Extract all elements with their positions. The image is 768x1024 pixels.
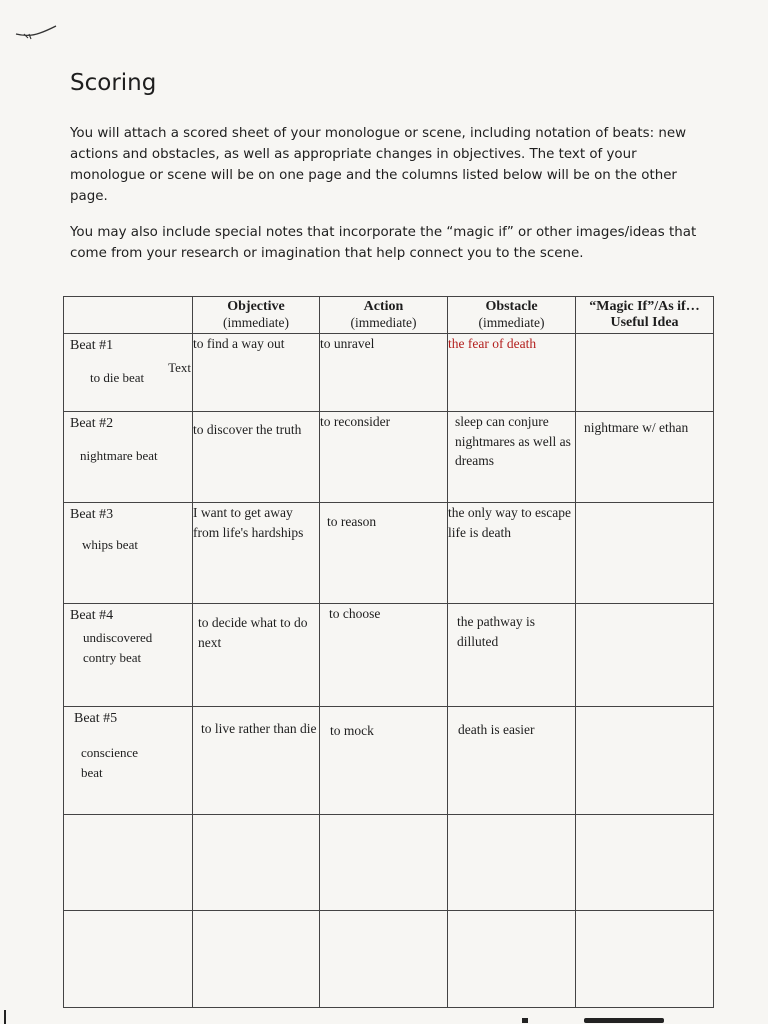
objective-cell: to discover the truth	[193, 412, 320, 503]
scoring-table	[63, 296, 714, 1008]
table-row	[64, 911, 714, 1008]
beat-label: Beat #1	[70, 338, 114, 353]
objective-cell: to decide what to do next	[193, 604, 320, 707]
pen-scribble-mark	[14, 22, 58, 44]
empty-cell	[193, 815, 320, 911]
scan-edge-mark	[4, 1010, 6, 1024]
beat-name: undiscovered contry beat	[83, 630, 153, 665]
magic-if-cell	[576, 604, 714, 707]
objective-cell: to live rather than die	[193, 707, 320, 815]
header-obstacle: Obstacle (immediate)	[448, 297, 576, 334]
beat-cell	[64, 604, 193, 707]
obstacle-cell: the only way to escape life is death	[448, 503, 576, 604]
beat-label: Beat #4	[70, 608, 114, 623]
empty-cell	[448, 815, 576, 911]
obstacle-cell: the fear of death	[448, 334, 576, 412]
beat-cell	[64, 412, 193, 503]
table-row	[64, 815, 714, 911]
empty-cell	[576, 911, 714, 1008]
header-beat	[64, 297, 193, 334]
header-magic-if: “Magic If”/As if… Useful Idea	[576, 297, 714, 334]
beat-label: Beat #2	[70, 416, 114, 431]
empty-cell	[448, 911, 576, 1008]
beat-cell	[64, 707, 193, 815]
scan-edge-mark	[584, 1018, 664, 1023]
magic-if-cell: nightmare w/ ethan	[576, 412, 714, 503]
table-row	[64, 503, 714, 604]
magic-if-cell	[576, 503, 714, 604]
magic-if-cell	[576, 334, 714, 412]
objective-cell: I want to get away from life's hardships	[193, 503, 320, 604]
action-cell: to choose	[320, 604, 448, 707]
beat-name: conscience beat	[81, 745, 139, 780]
beat-name: whips beat	[82, 537, 138, 552]
table-row	[64, 604, 714, 707]
table-row	[64, 707, 714, 815]
action-cell: to reconsider	[320, 412, 448, 503]
empty-cell	[576, 815, 714, 911]
scan-edge-mark	[522, 1018, 528, 1023]
obstacle-cell: sleep can conjure nightmares as well as dreams	[448, 412, 576, 503]
header-objective: Objective (immediate)	[193, 297, 320, 334]
empty-cell	[320, 815, 448, 911]
empty-cell	[320, 911, 448, 1008]
empty-cell	[193, 911, 320, 1008]
beat-label: Beat #5	[74, 711, 118, 726]
table-row	[64, 334, 714, 412]
beat-name: nightmare beat	[80, 448, 158, 463]
magic-if-cell	[576, 707, 714, 815]
table-header-row	[64, 297, 714, 334]
action-cell: to reason	[320, 503, 448, 604]
header-action: Action (immediate)	[320, 297, 448, 334]
obstacle-cell: death is easier	[448, 707, 576, 815]
action-cell: to unravel	[320, 334, 448, 412]
empty-cell	[64, 911, 193, 1008]
instructions-paragraph-2: You may also include special notes that incorporate the “magic if” or other images/ideas that come from your research or imagination that help connect you to the scene.	[70, 225, 697, 261]
action-cell: to mock	[320, 707, 448, 815]
instructions-paragraph-1: You will attach a scored sheet of your monologue or scene, including notation of beats: new actions and obstacles, as well as appropriate changes in objectives. The text of your monologue or scene will be on one page and the columns listed below will be on the other page.	[70, 126, 687, 204]
text-label: Text	[168, 360, 191, 375]
page-title: Scoring	[70, 70, 157, 96]
beat-label: Beat #3	[70, 507, 114, 522]
beat-cell	[64, 503, 193, 604]
beat-cell	[64, 334, 193, 412]
empty-cell	[64, 815, 193, 911]
table-row	[64, 412, 714, 503]
objective-cell: to find a way out	[193, 334, 320, 412]
obstacle-cell: the pathway is dilluted	[448, 604, 576, 707]
beat-name: to die beat	[90, 370, 145, 385]
